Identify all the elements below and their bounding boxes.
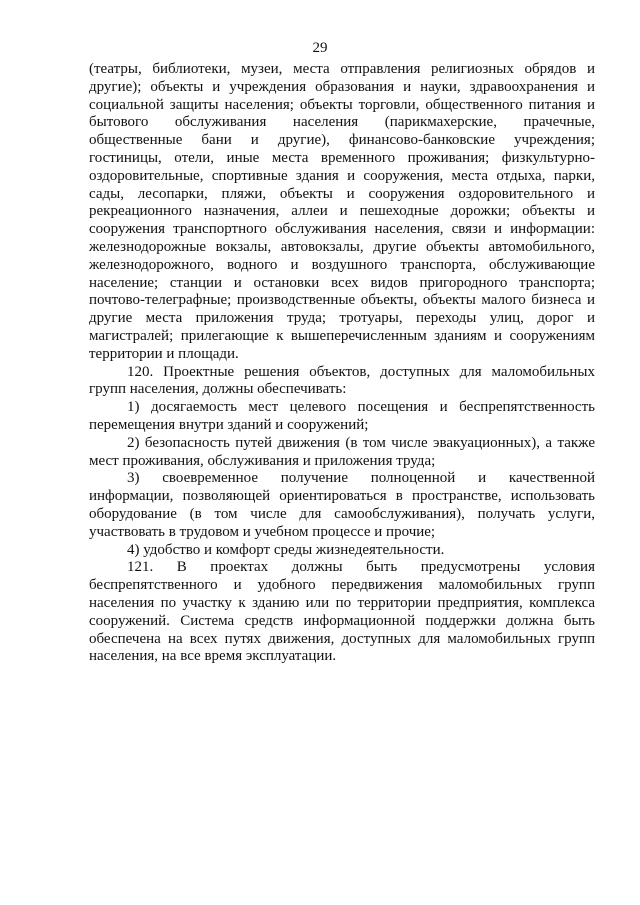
text-line: обеспечена на всех путях движения, доступных для маломобильных групп bbox=[89, 630, 595, 647]
page-number: 29 bbox=[312, 40, 328, 56]
text-line: 120. Проектные решения объектов, доступных для маломобильных bbox=[127, 363, 595, 380]
text-line: железнодорожные вокзалы, автовокзалы, другие объекты автомобильного, bbox=[89, 238, 595, 255]
text-line: групп населения, должны обеспечивать: bbox=[89, 381, 347, 398]
text-line: оборудование (в том числе для самообслуживания), получать услуги, bbox=[89, 505, 595, 522]
text-line: рекреационного назначения, аллеи и пешеходные дорожки; объекты и bbox=[89, 203, 595, 220]
text-line: сады, лесопарки, пляжи, объекты и сооружения оздоровительного и bbox=[89, 185, 595, 202]
text-line: социальной защиты населения; объекты торговли, общественного питания и bbox=[89, 96, 595, 113]
text-line: население; станции и остановки всех видов пригородного транспорта; bbox=[89, 274, 595, 291]
text-line: другие); объекты и учреждения образования и науки, здравоохранения и bbox=[89, 78, 595, 95]
text-line: оздоровительные, спортивные здания и сооружения, места отдыха, парки, bbox=[89, 167, 595, 184]
text-line: сооружений. Система средств информационной поддержки должна быть bbox=[89, 612, 595, 629]
text-line: почтово-телеграфные; производственные объекты, объекты малого бизнеса и bbox=[89, 292, 595, 309]
text-line: другие места приложения труда; тротуары, переходы улиц, дорог и bbox=[89, 310, 595, 327]
text-line: 4) удобство и комфорт среды жизнедеятельности. bbox=[127, 541, 445, 558]
text-line: бытового обслуживания населения (парикмахерские, прачечные, bbox=[89, 114, 595, 131]
text-line: населения, на все время эксплуатации. bbox=[89, 648, 337, 665]
text-line: 3) своевременное получение полноценной и качественной bbox=[127, 470, 595, 487]
text-line: 1) досягаемость мест целевого посещения и беспрепятственность bbox=[127, 399, 595, 416]
text-line: участвовать в трудовом и учебном процессе и прочие; bbox=[89, 523, 436, 540]
text-line: гостиницы, отели, иные места временного проживания; физкультурно- bbox=[89, 149, 595, 166]
text-line: населения по участку к зданию или по территории предприятия, комплекса bbox=[89, 594, 595, 611]
text-line: информации, позволяющей ориентироваться в пространстве, использовать bbox=[89, 488, 595, 505]
text-line: магистралей; прилегающие к вышеперечисленным зданиям и сооружениям bbox=[89, 327, 595, 344]
text-line: мест проживания, обслуживания и приложения труда; bbox=[89, 452, 436, 469]
text-line: перемещения внутри зданий и сооружений; bbox=[89, 416, 369, 433]
document-body-text bbox=[89, 61, 595, 666]
text-line: сооружения транспортного обслуживания населения, связи и информации: bbox=[89, 221, 595, 238]
text-line: (театры, библиотеки, музеи, места отправления религиозных обрядов и bbox=[89, 61, 595, 77]
text-line: общественные бани и другие), финансово-банковские учреждения; bbox=[89, 132, 595, 149]
text-line: железнодорожного, водного и воздушного транспорта, обслуживающие bbox=[89, 256, 595, 273]
text-line: 2) безопасность путей движения (в том числе эвакуационных), а также bbox=[127, 434, 595, 451]
text-line: 121. В проектах должны быть предусмотрены условия bbox=[127, 559, 595, 576]
text-line: территории и площади. bbox=[89, 345, 239, 362]
text-line: беспрепятственного и удобного передвижения маломобильных групп bbox=[89, 577, 595, 594]
